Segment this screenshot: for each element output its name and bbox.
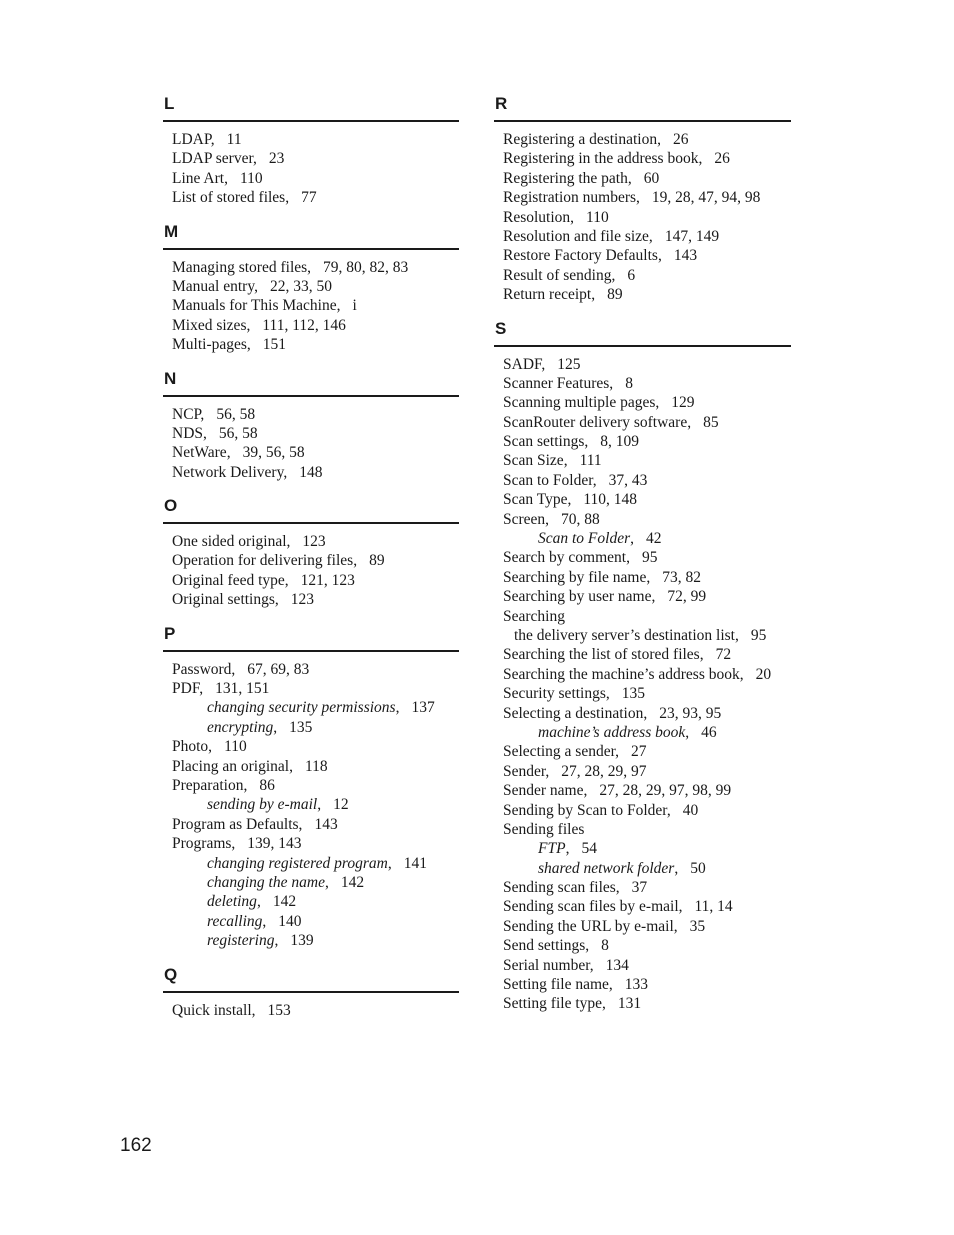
index-section — [494, 319, 791, 1014]
entry-term: Multi-pages, — [172, 336, 251, 354]
entry-term: registering — [207, 932, 275, 950]
entry-term: Sender name, — [503, 782, 588, 800]
entry-pages: 151 — [262, 336, 287, 354]
index-entry — [494, 451, 791, 470]
entry-pages: 85 — [703, 413, 719, 431]
entry-term: NetWare, — [172, 444, 231, 462]
index-entry — [494, 374, 791, 393]
entry-term: Manuals for This Machine, — [172, 297, 341, 315]
entry-pages: 40 — [682, 801, 699, 819]
index-entry — [494, 801, 791, 820]
entry-term: sending by e-mail — [207, 796, 318, 814]
index-entry — [494, 355, 791, 374]
index-column-left — [163, 94, 459, 1034]
entry-term: Resolution and file size, — [503, 227, 653, 245]
section-letter: Q — [164, 964, 178, 984]
entry-term: Manual entry, — [172, 277, 258, 295]
entry-pages: 123 — [302, 533, 326, 551]
entry-term: Operation for delivering files, — [172, 552, 358, 570]
entry-list — [163, 130, 459, 208]
index-entry — [494, 645, 791, 664]
index-entry — [494, 130, 791, 149]
entry-term: Network Delivery, — [172, 463, 288, 481]
entry-term: NDS, — [172, 424, 207, 442]
entry-pages: 72, 99 — [667, 588, 707, 606]
entry-pages: 86 — [259, 776, 275, 794]
index-entry — [494, 490, 791, 509]
entry-term: Sending files — [503, 820, 585, 838]
entry-pages: 19, 28, 47, 94, 98 — [651, 189, 761, 207]
entry-term: NCP, — [172, 405, 205, 423]
entry-term: Registering the path, — [503, 169, 632, 187]
entry-term: LDAP server, — [172, 150, 257, 168]
section-rule — [163, 248, 459, 250]
index-section — [163, 222, 459, 355]
entry-term: Registering in the address book, — [503, 150, 703, 168]
entry-term: Password, — [172, 660, 236, 678]
entry-term: Scan to Folder — [538, 530, 631, 548]
index-entry — [163, 443, 459, 462]
entry-pages: 37, 43 — [608, 471, 648, 489]
index-entry — [163, 405, 459, 424]
entry-term: machine’s address book — [538, 723, 686, 741]
entry-pages: 23, 93, 95 — [659, 704, 722, 722]
entry-pages: 50 — [690, 859, 706, 877]
entry-pages: 140 — [278, 912, 302, 930]
entry-term: Searching the list of stored files, — [503, 646, 704, 664]
entry-list — [163, 532, 459, 610]
index-entry — [494, 510, 791, 529]
entry-pages: 20 — [755, 665, 772, 683]
section-letter: N — [164, 368, 177, 388]
index-subentry: shared network folder, 50 — [538, 859, 706, 877]
page-number: 162 — [120, 1135, 152, 1156]
index-subentry: recalling, 140 — [207, 912, 302, 930]
entry-term: Scanning multiple pages, — [503, 394, 660, 412]
entry-term: changing registered program — [207, 854, 388, 872]
index-entry — [494, 975, 791, 994]
entry-term: shared network folder — [538, 859, 675, 877]
index-section — [163, 369, 459, 483]
index-entry — [163, 424, 459, 443]
index-entry — [163, 776, 459, 795]
index-entry — [494, 548, 791, 567]
entry-pages: 8 — [625, 374, 633, 392]
entry-pages: 110, 148 — [583, 491, 638, 509]
entry-term: One sided original, — [172, 533, 291, 551]
entry-term: Sender, — [503, 762, 550, 780]
entry-pages: 131, 151 — [215, 680, 270, 698]
index-subentry: changing registered program, 141 — [207, 854, 427, 872]
index-section — [163, 94, 459, 208]
entry-term: changing the name — [207, 873, 325, 891]
entry-pages: 6 — [627, 266, 636, 284]
entry-term: the delivery server’s destination list, — [514, 626, 739, 644]
entry-pages: 54 — [581, 840, 597, 858]
entry-term: Security settings, — [503, 685, 610, 703]
entry-term: Sending scan files, — [503, 879, 620, 897]
index-entry — [494, 568, 791, 587]
entry-term: Setting file type, — [503, 995, 606, 1013]
index-section — [163, 624, 459, 951]
entry-term: Screen, — [503, 510, 550, 528]
index-entry — [163, 296, 459, 315]
entry-pages: 11, 14 — [694, 898, 733, 916]
entry-list — [494, 355, 791, 1014]
entry-term: Searching the machine’s address book, — [503, 665, 744, 683]
entry-pages: 147, 149 — [664, 227, 720, 245]
entry-term: encrypting — [207, 718, 274, 736]
section-letter: M — [164, 221, 179, 241]
entry-pages: 129 — [671, 394, 695, 412]
entry-term: Line Art, — [172, 169, 228, 187]
entry-term: deleting — [207, 893, 257, 911]
section-letter: P — [164, 623, 176, 643]
index-section — [494, 94, 791, 305]
index-entry — [494, 704, 791, 723]
entry-term: Program as Defaults, — [172, 815, 303, 833]
entry-pages: 8 — [601, 937, 609, 955]
index-entry — [494, 820, 791, 839]
index-entry — [494, 432, 791, 451]
entry-pages: 67, 69, 83 — [247, 660, 310, 678]
index-entry — [494, 246, 791, 265]
index-entry — [494, 897, 791, 916]
entry-list — [494, 130, 791, 305]
index-entry — [163, 815, 459, 834]
index-entry — [163, 1001, 459, 1020]
entry-pages: 111, 112, 146 — [262, 316, 346, 334]
index-subentry: encrypting, 135 — [207, 718, 313, 736]
index-entry — [494, 587, 791, 606]
entry-term: Searching — [503, 607, 565, 625]
entry-term: Quick install, — [172, 1001, 256, 1019]
entry-pages: 143 — [314, 815, 338, 833]
entry-list — [163, 258, 459, 355]
index-subentry: Scan to Folder, 42 — [538, 530, 662, 548]
entry-term: Selecting a destination, — [503, 704, 648, 722]
index-entry — [494, 781, 791, 800]
entry-pages: 56, 58 — [216, 405, 256, 423]
index-entry — [494, 471, 791, 490]
entry-term: Registering a destination, — [503, 131, 661, 148]
entry-term: Searching by file name, — [503, 568, 651, 586]
entry-term: Result of sending, — [503, 266, 616, 284]
index-subentry: registering, 139 — [207, 932, 314, 950]
index-subentry: FTP, 54 — [538, 840, 597, 858]
entry-pages: 35 — [689, 917, 706, 935]
entry-term: Sending by Scan to Folder, — [503, 801, 671, 819]
index-entry — [494, 227, 791, 246]
entry-pages: 27, 28, 29, 97 — [561, 762, 647, 780]
entry-term: Searching by user name, — [503, 588, 656, 606]
index-subentry: changing the name, 142 — [207, 873, 365, 891]
index-entry — [163, 463, 459, 482]
entry-term: Registration numbers, — [503, 189, 640, 207]
index-subentry: deleting, 142 — [207, 893, 297, 911]
entry-term: PDF, — [172, 680, 204, 698]
entry-pages: 8, 109 — [600, 433, 639, 451]
entry-term: Return receipt, — [503, 286, 596, 304]
entry-pages: 153 — [267, 1001, 291, 1019]
entry-term: Setting file name, — [503, 976, 613, 994]
entry-pages: 79, 80, 82, 83 — [323, 258, 409, 276]
entry-term: Resolution, — [503, 208, 575, 226]
entry-pages: 133 — [624, 976, 649, 994]
entry-pages: 26 — [714, 150, 730, 168]
section-rule — [163, 395, 459, 397]
entry-pages: 121, 123 — [300, 571, 355, 589]
index-entry — [163, 571, 459, 590]
index-entry — [163, 737, 459, 756]
index-entry — [494, 413, 791, 432]
entry-pages: 46 — [701, 723, 717, 741]
index-entry — [163, 335, 459, 354]
section-letter: R — [495, 94, 508, 113]
index-subentry: machine’s address book, 46 — [538, 723, 717, 741]
entry-term: Send settings, — [503, 937, 590, 955]
index-entry — [494, 994, 791, 1013]
entry-pages: 135 — [621, 685, 646, 703]
entry-pages: 139 — [290, 932, 314, 950]
entry-pages: 95 — [750, 626, 767, 644]
entry-term: Scan Size, — [503, 452, 568, 470]
index-entry — [163, 277, 459, 296]
entry-pages: 110 — [239, 169, 263, 187]
entry-pages: i — [352, 297, 357, 315]
entry-term: Serial number, — [503, 956, 594, 974]
index-entry — [494, 626, 791, 645]
entry-pages: 12 — [333, 796, 349, 814]
entry-term: Restore Factory Defaults, — [503, 247, 662, 265]
entry-term: Preparation, — [172, 776, 248, 794]
entry-term: ScanRouter delivery software, — [503, 413, 692, 431]
entry-term: Managing stored files, — [172, 258, 312, 276]
section-letter: S — [495, 318, 507, 338]
entry-term: SADF, — [503, 355, 546, 373]
entry-term: Sending the URL by e-mail, — [503, 917, 678, 935]
entry-pages: 11 — [226, 131, 242, 148]
entry-pages: 72 — [715, 646, 732, 664]
entry-pages: 137 — [411, 699, 435, 717]
entry-term: LDAP, — [172, 131, 215, 148]
index-entry — [163, 834, 459, 853]
entry-pages: 89 — [369, 552, 385, 570]
index-entry — [163, 532, 459, 551]
entry-pages: 111 — [579, 452, 602, 470]
index-section — [163, 965, 459, 1020]
index-subentry: sending by e-mail, 12 — [207, 796, 349, 814]
index-entry — [494, 285, 791, 304]
entry-term: changing security permissions — [207, 699, 396, 717]
entry-term: List of stored files, — [172, 189, 290, 207]
index-entry — [494, 742, 791, 761]
entry-term: Scan to Folder, — [503, 471, 597, 489]
entry-pages: 123 — [290, 591, 315, 609]
entry-pages: 142 — [272, 893, 297, 911]
entry-pages: 135 — [289, 718, 313, 736]
index-entry — [494, 762, 791, 781]
entry-term: Original settings, — [172, 591, 279, 609]
entry-pages: 148 — [299, 463, 323, 481]
section-rule — [163, 991, 459, 993]
entry-pages: 22, 33, 50 — [269, 277, 332, 295]
index-entry — [494, 936, 791, 955]
section-rule — [494, 120, 791, 122]
entry-pages: 37 — [631, 879, 648, 897]
entry-pages: 139, 143 — [247, 835, 302, 853]
entry-pages: 141 — [403, 854, 427, 872]
entry-pages: 134 — [605, 956, 629, 974]
index-entry — [163, 316, 459, 335]
index-entry — [163, 679, 459, 698]
entry-pages: 39, 56, 58 — [242, 444, 305, 462]
index-entry — [494, 917, 791, 936]
section-rule — [163, 120, 459, 122]
index-entry — [163, 660, 459, 679]
entry-pages: 125 — [557, 355, 581, 373]
index-entry — [494, 149, 791, 168]
index-entry — [163, 149, 459, 168]
entry-pages: 70, 88 — [561, 510, 600, 528]
entry-pages: 27 — [631, 743, 647, 761]
entry-term: Photo, — [172, 738, 213, 756]
index-entry — [494, 208, 791, 227]
index-entry — [494, 188, 791, 207]
entry-term: Scanner Features, — [503, 374, 614, 392]
entry-pages: 110 — [224, 738, 247, 756]
entry-term: Mixed sizes, — [172, 316, 251, 334]
entry-list — [163, 1001, 459, 1020]
index-section — [163, 496, 459, 610]
entry-pages: 143 — [673, 247, 698, 265]
index-entry — [494, 393, 791, 412]
entry-term: Programs, — [172, 835, 236, 853]
entry-term: Original feed type, — [172, 571, 289, 589]
entry-pages: 77 — [301, 189, 317, 207]
entry-term: Placing an original, — [172, 757, 293, 775]
section-letter: O — [164, 496, 178, 516]
entry-term: Scan Type, — [503, 491, 572, 509]
entry-pages: 110 — [586, 208, 609, 226]
index-entry — [163, 130, 459, 149]
entry-pages: 23 — [268, 150, 285, 168]
entry-pages: 118 — [304, 757, 328, 775]
index-subentry: changing security permissions, 137 — [207, 699, 435, 717]
index-entry — [163, 757, 459, 776]
entry-list — [163, 405, 459, 483]
section-rule — [163, 522, 459, 524]
entry-pages: 56, 58 — [218, 424, 258, 442]
entry-list — [163, 660, 459, 951]
entry-term: Search by comment, — [503, 549, 630, 567]
index-column-right — [494, 94, 791, 1028]
index-entry — [163, 590, 459, 609]
entry-term: Scan settings, — [503, 433, 589, 451]
index-entry — [163, 169, 459, 188]
index-entry — [494, 665, 791, 684]
entry-pages: 131 — [617, 995, 642, 1013]
entry-pages: 95 — [641, 549, 658, 567]
index-entry — [494, 266, 791, 285]
entry-term: FTP — [538, 840, 566, 858]
section-rule — [163, 650, 459, 652]
index-entry — [494, 169, 791, 188]
index-entry — [494, 878, 791, 897]
index-entry — [494, 684, 791, 703]
entry-term: Selecting a sender, — [503, 743, 620, 761]
entry-pages: 26 — [672, 131, 689, 148]
index-entry — [163, 551, 459, 570]
index-entry — [494, 607, 791, 626]
entry-pages: 142 — [340, 873, 365, 891]
entry-pages: 73, 82 — [662, 568, 701, 586]
entry-term: Sending scan files by e-mail, — [503, 898, 683, 916]
section-rule — [494, 345, 791, 347]
entry-pages: 42 — [646, 530, 662, 548]
entry-pages: 27, 28, 29, 97, 98, 99 — [599, 782, 732, 800]
entry-pages: 60 — [643, 169, 660, 187]
index-entry — [494, 956, 791, 975]
section-letter: L — [164, 94, 175, 113]
index-entry — [163, 188, 459, 207]
entry-term: recalling — [207, 912, 263, 930]
entry-pages: 89 — [607, 286, 623, 304]
index-entry — [163, 258, 459, 277]
